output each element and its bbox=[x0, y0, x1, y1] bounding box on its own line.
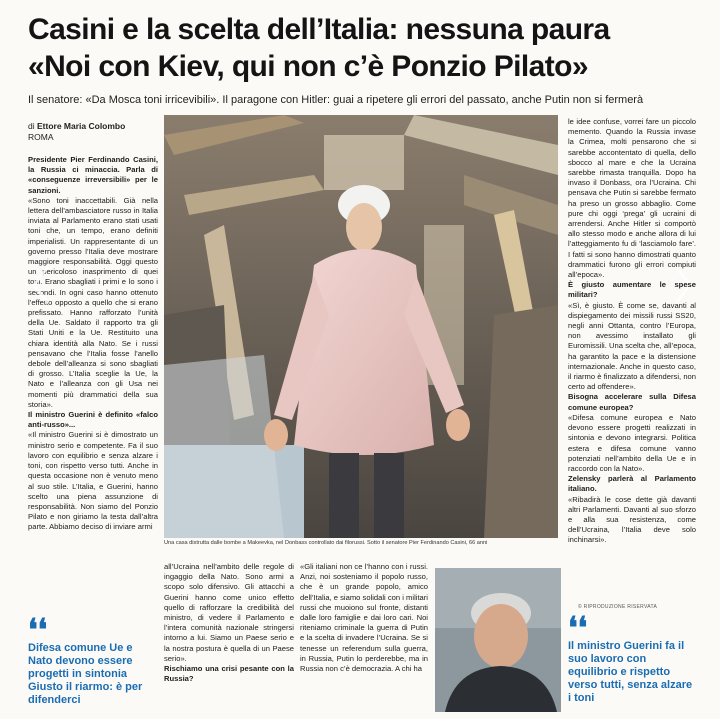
photo-illustration bbox=[164, 115, 558, 538]
answer-paragraph: «Difesa comune europea e Nato devono essere progetti realizzati in sintonia e devono integrarsi. Politica estera e difesa comune vanno potenziati nell’ambito della Ue e in raccordo con la Nato». bbox=[568, 412, 696, 473]
subheadline: Il senatore: «Da Mosca toni irricevibili». Il paragone con Hitler: guai a ripetere gli errori del passato, anche Putin non si fermerà bbox=[28, 94, 644, 106]
portrait-photo-casini bbox=[435, 568, 561, 712]
question-russia: Rischiamo una crisi pesante con la Russia? bbox=[164, 664, 294, 684]
question-military-spending: È giusto aumentare le spese militari? bbox=[568, 280, 696, 300]
question-zelensky: Zelensky parlerà al Parlamento italiano. bbox=[568, 474, 696, 494]
headline-line-2: «Noi con Kiev, qui non c’è Ponzio Pilato» bbox=[28, 50, 588, 83]
article-column-1 bbox=[28, 155, 158, 590]
quote-mark-icon: ❛❛ bbox=[28, 613, 48, 648]
answer-paragraph: «Ribadirà le cose dette già davanti altri Parlamenti. Davanti al suo sforzo e alla sua resistenza, come dell’Ucraina, l’Italia deve solo inchinarsi». bbox=[568, 494, 696, 545]
byline-prefix: di bbox=[28, 121, 35, 131]
byline-author: Ettore Maria Colombo bbox=[37, 121, 126, 131]
pull-quote-right: Il ministro Guerini fa il suo lavoro con equilibrio e rispetto verso tutti, senza alzare i toni bbox=[568, 640, 693, 704]
byline bbox=[28, 121, 125, 143]
question-guerini: Il ministro Guerini è definito «falco anti-russo»... bbox=[28, 410, 158, 430]
copyright-notice: © RIPRODUZIONE RISERVATA bbox=[578, 604, 658, 610]
photo-caption: Una casa distrutta dalle bombe a Makeevka, nel Donbass controllato dai filorussi. Sotto il senatore Pier Ferdinando Casini, 66 anni bbox=[164, 540, 488, 546]
pull-quote-left: Difesa comune Ue e Nato devono essere progetti in sintonia Giusto il riarmo: è per difenderci bbox=[28, 642, 143, 706]
article-column-3 bbox=[300, 562, 428, 714]
answer-paragraph: «Il ministro Guerini si è dimostrato un ministro serio e competente. Fa il suo lavoro con equilibrio e senza alzare i toni, con rispetto verso tutti. Anche in questa occasione non è venuto meno al suo stile. L’Italia, e Guerini, hanno scelto una piena assunzione di responsabilità. Non siamo del Ponzio Pilato e non giriamo la testa dall’altra parte. Abbiamo deciso di inviare armi bbox=[28, 430, 158, 532]
answer-paragraph: «Sono toni inaccettabili. Già nella lettera dell’ambasciatore russo in Italia inviata al Parlamento erano stati usati toni che, un tempo, erano definiti imperialisti. Un rappresentante di un governo presso l’Italia deve mostrare maggiore responsabilità. Oggi questo un pericoloso inasprimento di quei toni. Erano sbagliati i primi e lo sono i secondi. In ogni caso hanno ottenuto l’effetto opposto a quello che si erano prefissato. Hanno rafforzato l’unità della Ue. Saldato il rapporto tra gli Stati Uniti e la Ue. Restituito una chiara identità alla Nato. Se i russi pensavano che l’Italia fosse l’anello debole dell’alleanza si sono sbagliati di grosso. L’Italia sceglie la Ue, la Nato e l’alleanza con gli Usa nei momenti più drammatici della sua storia». bbox=[28, 195, 158, 409]
main-photo-destroyed-house bbox=[164, 115, 558, 538]
answer-paragraph: all’Ucraina nell’ambito delle regole di ingaggio della Nato. Sono armi a scopo solo difensivo. Gli attacchi a Guerini hanno come unico effetto quello di rafforzare la credibilità del ministro, di vedere il Parlamento e l’intera comunità nazionale stringersi intorno a lui. Siamo un Paese serio e la nostra postura è quella di un Paese serio». bbox=[164, 562, 294, 663]
headline-line-1: Casini e la scelta dell’Italia: nessuna paura bbox=[28, 13, 610, 46]
chevron-left-icon[interactable] bbox=[30, 265, 52, 305]
quote-mark-icon: ❛❛ bbox=[568, 611, 588, 646]
question-intro: Presidente Pier Ferdinando Casini, la Russia ci minaccia. Parla di «conseguenze irreversibili» per le sanzioni. bbox=[28, 155, 158, 195]
answer-paragraph: «Gli italiani non ce l’hanno con i russi. Anzi, noi sosteniamo il popolo russo, che è un grande popolo, amico dell’Italia, e siamo solidali con i militari russi che muoiono sul fronte, distanti dalle loro famiglie e dai loro cari. Noi riteniamo criminale la guerra di Putin e la scelta di invadere l’Ucraina. Se si tenesse un referendum sulla guerra, in Russia, Putin lo perderebbe, ma in Russia non c’è democrazia. A chi ha bbox=[300, 562, 428, 674]
answer-paragraph: «Sì, è giusto. È come se, davanti al dispiegamento dei missili russi SS20, negli anni Ottanta, contro l’Europa, non avessimo installato gli Euromissili. Una scelta che, all’epoca, ha garantito la pace e la distensione internazionale. Anche in questo caso, il riarmo è finalizzato a difendersi, non certo ad offendere». bbox=[568, 300, 696, 392]
question-european-defence: Bisogna accelerare sulla Difesa comune europea? bbox=[568, 392, 696, 412]
article-column-2 bbox=[164, 562, 294, 714]
portrait-illustration bbox=[435, 568, 561, 712]
article-column-4 bbox=[568, 117, 696, 612]
byline-city: ROMA bbox=[28, 132, 54, 142]
answer-paragraph: le idee confuse, vorrei fare un piccolo memento. Quando la Russia invase la Crimea, molti pensarono che si sarebbe accontentato di quella, dello sbocco al mare e che la Ucraina sarebbe rimasta tranquilla. Dopo ha invaso il Donbass, ora l’Ucraina. Chi pensava che Putin si sarebbe fermato ha preso un grosso abbaglio. Come pure chi oggi ‘prega’ gli ucraini di arrendersi. Anche Hitler si comportò allo stesso modo e anche allora di lui l’atteggiamento fu di ‘lasciamolo fare’. I fatti si sono hanno dimostrati quanto drammatici furono gli errori compiuti all’epoca». bbox=[568, 117, 696, 280]
